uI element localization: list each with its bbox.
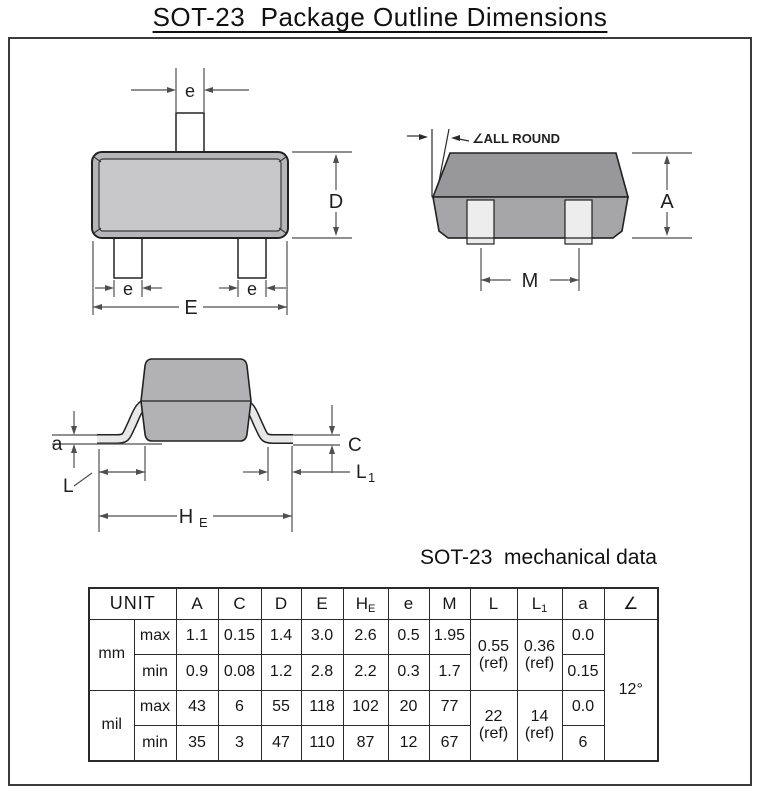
mechanical-data-table (88, 587, 659, 762)
cell: 3.0 (301, 619, 343, 654)
cell: 118 (301, 690, 343, 725)
iso-top-face (433, 153, 628, 197)
dim-label-e-left: e (122, 279, 134, 299)
row-label-max: max (134, 690, 176, 725)
arrow-up-icon (329, 445, 335, 454)
table-header-row (89, 588, 658, 619)
arrow-left-icon (266, 285, 275, 291)
header-unit: UNIT (89, 588, 176, 619)
cell: 20 (388, 690, 429, 725)
dim-label-e-right: e (246, 279, 258, 299)
table-row-mm-max (89, 619, 658, 654)
cell: 0.3 (388, 654, 429, 690)
arrow-up-icon (664, 155, 670, 164)
dim-label-E: E (184, 297, 198, 319)
front-view (92, 68, 352, 319)
cell: 2.2 (343, 654, 388, 690)
arrow-right-icon (167, 87, 176, 93)
cell: 6 (562, 725, 604, 761)
arrow-left-icon (451, 135, 460, 141)
header-a: a (562, 588, 604, 619)
side-view (52, 359, 376, 532)
header-A: A (176, 588, 218, 619)
cell: 0.15 (562, 654, 604, 690)
cell: 1.4 (261, 619, 301, 654)
arrow-left-icon (142, 285, 151, 291)
dim-label-A: A (660, 191, 674, 213)
table-row-mil-min (89, 725, 658, 761)
row-label-max: max (134, 619, 176, 654)
side-body (141, 359, 251, 441)
arrow-down-icon (664, 227, 670, 236)
cell: 0.0 (562, 619, 604, 654)
dim-label-L1-sub: 1 (368, 470, 376, 485)
perspective-view (407, 129, 692, 292)
cell: 47 (261, 725, 301, 761)
header-e: e (388, 588, 429, 619)
cell: 0.0 (562, 690, 604, 725)
dim-label-C: C (348, 435, 362, 456)
top-pin (176, 113, 204, 155)
header-L1: $L_1$ (517, 588, 562, 619)
table-row-mm-min (89, 654, 658, 690)
arrow-right-icon (259, 469, 268, 475)
unit-mm: mm (89, 619, 134, 690)
unit-mil: mil (89, 690, 134, 761)
header-E: E (301, 588, 343, 619)
package-outline-drawing (10, 40, 750, 580)
row-label-min: min (134, 654, 176, 690)
arrow-down-icon (333, 227, 339, 236)
arrow-up-icon (71, 444, 77, 453)
cell-L1-mm: 0.36 (ref) (517, 619, 562, 690)
cell: 2.6 (343, 619, 388, 654)
cell-L1-mil: 14 (ref) (517, 690, 562, 761)
cell: 1.1 (176, 619, 218, 654)
table-title: SOT-23 mechanical data (420, 546, 657, 569)
arrow-left-icon (99, 469, 108, 475)
cell: 3 (218, 725, 261, 761)
dim-label-L: L (63, 476, 74, 497)
arrow-right-icon (278, 304, 287, 310)
dimension-lines-L (74, 446, 145, 532)
cell: 6 (218, 690, 261, 725)
bottom-left-pin (114, 236, 142, 278)
cell: 0.5 (388, 619, 429, 654)
dimension-lines-L1 (243, 446, 350, 532)
iso-front-face (433, 197, 628, 238)
header-D: D (261, 588, 301, 619)
cell: 2.8 (301, 654, 343, 690)
arrow-right-icon (419, 134, 428, 140)
dim-label-L1: L (356, 462, 367, 483)
arrow-down-icon (329, 426, 335, 435)
arrow-right-icon (229, 285, 238, 291)
cell: 67 (429, 725, 470, 761)
dim-label-HE: H (178, 506, 194, 528)
dim-label-HE-sub: E (199, 515, 208, 530)
arrow-right-icon (136, 469, 145, 475)
header-angle: ∠ (604, 588, 658, 619)
dim-label-M: M (521, 270, 539, 292)
arrow-left-icon (93, 304, 102, 310)
arrow-left-icon (481, 277, 490, 283)
cell: 87 (343, 725, 388, 761)
cell-angle: 12° (604, 619, 658, 761)
arrow-down-icon (71, 426, 77, 435)
cell: 43 (176, 690, 218, 725)
cell-L-mil: 22 (ref) (470, 690, 517, 761)
arrow-up-icon (333, 154, 339, 163)
page-title: SOT-23 Package Outline Dimensions (152, 2, 608, 32)
arrow-left-icon (204, 87, 213, 93)
arrow-right-icon (570, 277, 579, 283)
cell: 1.7 (429, 654, 470, 690)
cell: 0.9 (176, 654, 218, 690)
arrow-right-icon (283, 513, 292, 519)
cell: 1.95 (429, 619, 470, 654)
cell: 12 (388, 725, 429, 761)
cell: 1.2 (261, 654, 301, 690)
header-C: C (218, 588, 261, 619)
arrow-left-icon (99, 513, 108, 519)
header-HE: $H_E$ (343, 588, 388, 619)
header-M: M (429, 588, 470, 619)
cell: 35 (176, 725, 218, 761)
dim-label-e-top: e (184, 81, 196, 101)
cell: 0.08 (218, 654, 261, 690)
arrow-left-icon (292, 469, 301, 475)
dim-label-a: a (51, 434, 63, 455)
table-row-mil-max (89, 690, 658, 725)
bottom-right-pin (238, 236, 266, 278)
cell-L-mm: 0.55 (ref) (470, 619, 517, 690)
cell: 110 (301, 725, 343, 761)
all-round-label: ∠ALL ROUND (472, 131, 560, 146)
cell: 55 (261, 690, 301, 725)
dim-label-D: D (328, 191, 344, 213)
cell: 77 (429, 690, 470, 725)
row-label-min: min (134, 725, 176, 761)
package-body-inner (99, 159, 281, 231)
cell: 0.15 (218, 619, 261, 654)
arrow-right-icon (105, 285, 114, 291)
header-L: L (470, 588, 517, 619)
cell: 102 (343, 690, 388, 725)
